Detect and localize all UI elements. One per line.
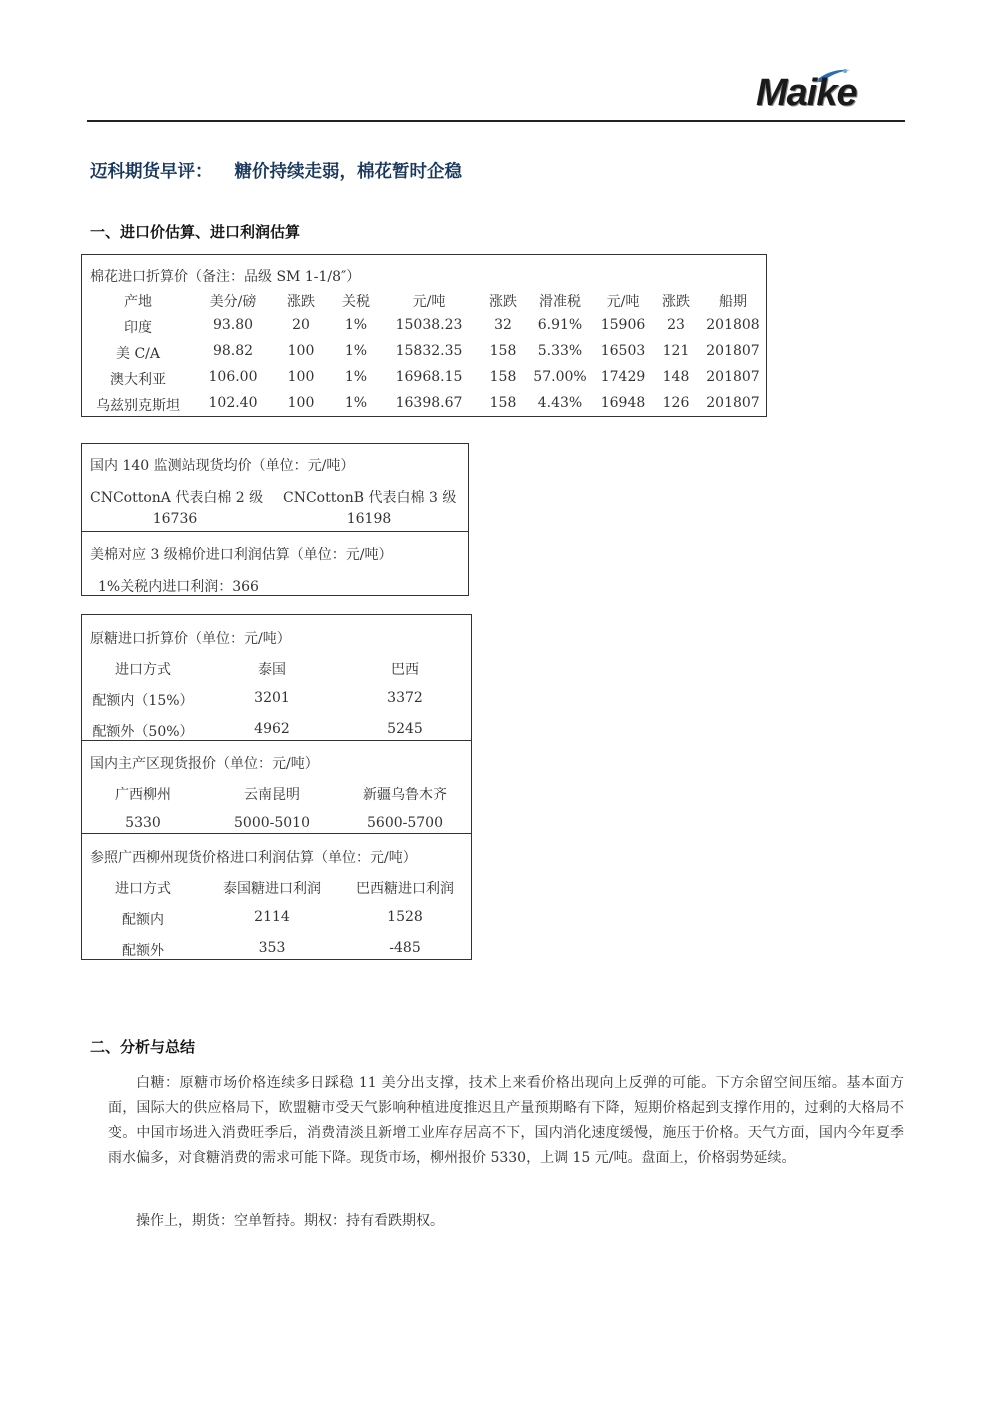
table-cell: 20 [292,317,310,333]
table-cell: 201808 [706,317,760,333]
table-cell: 5000-5010 [234,815,310,831]
cotton-profit-text: 1%关税内进口利润：366 [98,579,259,595]
table-cell: 16503 [600,343,646,359]
table-header-cell: 元/吨 [606,294,640,310]
section-2-heading: 二、分析与总结 [90,1038,196,1056]
table-cell: 158 [489,369,517,385]
table-cell: 3201 [254,690,290,706]
divider [82,833,471,834]
table-header-cell: 涨跌 [662,294,690,310]
table-header-cell: 关税 [342,294,370,310]
table-cell: 3372 [387,690,423,706]
table-cell: 201807 [706,395,760,411]
table-cell: 美 C/A [116,346,160,362]
cncotton-a-value: 16736 [152,511,198,527]
table-cell: 印度 [124,320,152,336]
table-cell: 57.00% [533,369,587,385]
table-cell: 102.40 [208,395,258,411]
table-cell: 4962 [254,721,290,737]
table-cell: 15906 [600,317,646,333]
table-cell: 158 [489,395,517,411]
table-cell: 15832.35 [395,343,463,359]
table-header-cell: 涨跌 [489,294,517,310]
table-header-cell: 进口方式 [115,662,171,678]
table-cell: 乌兹别克斯坦 [96,398,180,414]
table-cell: 32 [494,317,512,333]
table-cell: 148 [662,369,690,385]
table-cell: 广西柳州 [115,787,171,803]
table-cell: 100 [287,369,315,385]
table-cell: 16968.15 [395,369,463,385]
cncotton-b-label: CNCottonB 代表白棉 3 级 [283,490,457,506]
maike-logo [750,66,895,120]
table-cell: 201807 [706,343,760,359]
table-cell: 配额外 [122,943,164,959]
table-header-cell: 产地 [124,294,152,310]
operation-paragraph: 操作上，期货：空单暂持。期权：持有看跌期权。 [136,1213,444,1229]
table-header-cell: 泰国糖进口利润 [223,881,321,897]
table-cell: 16948 [600,395,646,411]
table-header-cell: 进口方式 [115,881,171,897]
table-cell: 配额外（50%） [92,724,194,740]
table-cell: 158 [489,343,517,359]
table-cell: 5.33% [537,343,583,359]
sugar-profit-caption: 参照广西柳州现货价格进口利润估算（单位：元/吨） [90,850,417,866]
table-cell: 配额内（15%） [92,693,194,709]
sugar-box [81,614,472,960]
logo-text: Maike [756,72,857,114]
table-cell: 1% [344,317,368,333]
table-cell: 23 [667,317,685,333]
table-cell: -485 [389,940,421,956]
table-header-cell: 巴西 [391,662,419,678]
table-cell: 配额内 [122,912,164,928]
table-cell: 云南昆明 [244,787,300,803]
table-header-cell: 船期 [719,294,747,310]
table-cell: 100 [287,343,315,359]
table-cell: 106.00 [208,369,258,385]
table-cell: 6.91% [537,317,583,333]
table-cell: 1% [344,395,368,411]
table-cell: 5600-5700 [367,815,443,831]
title-left: 迈科期货早评： [90,162,213,182]
header-rule [87,120,905,122]
cotton-profit-caption: 美棉对应 3 级棉价进口利润估算（单位：元/吨） [90,547,393,563]
cncotton-b-value: 16198 [346,511,392,527]
table-header-cell: 美分/磅 [209,294,257,310]
table-cell: 2114 [254,909,290,925]
sugar-domestic-caption: 国内主产区现货报价（单位：元/吨） [90,756,319,772]
table-cell: 126 [662,395,690,411]
table-header-cell: 泰国 [258,662,286,678]
table-cell: 17429 [600,369,646,385]
table-header-cell: 元/吨 [412,294,446,310]
section-1-heading: 一、进口价估算、进口利润估算 [90,223,301,241]
cotton-domestic-box [81,443,469,596]
table-cell: 1528 [387,909,423,925]
table-cell: 16398.67 [395,395,463,411]
table-cell: 98.82 [212,343,254,359]
divider [82,740,471,741]
table-cell: 100 [287,395,315,411]
cotton-domestic-caption: 国内 140 监测站现货均价（单位：元/吨） [90,458,355,474]
divider [82,531,468,532]
sugar-import-caption: 原糖进口折算价（单位：元/吨） [90,631,291,647]
table-cell: 15038.23 [395,317,463,333]
table-cell: 1% [344,369,368,385]
table-cell: 新疆乌鲁木齐 [363,787,447,803]
table-cell: 353 [258,940,286,956]
table-cell: 1% [344,343,368,359]
table-header-cell: 滑准税 [539,294,581,310]
table-cell: 201807 [706,369,760,385]
table-header-cell: 巴西糖进口利润 [356,881,454,897]
cncotton-a-label: CNCottonA 代表白棉 2 级 [90,490,264,506]
table-cell: 4.43% [537,395,583,411]
title-right: 糖价持续走弱，棉花暂时企稳 [234,162,462,182]
cotton-import-caption: 棉花进口折算价（备注：品级 SM 1-1/8″） [90,269,361,285]
analysis-paragraph: 白糖：原糖市场价格连续多日踩稳 11 美分出支撑，技术上来看价格出现向上反弹的可能。下方余留空间压缩。基本面方面，国际大的供应格局下，欧盟糖市受天气影响种植进度推迟且产量预期略有下降，短期价格起到支撑作用的，过剩的大格局不变。中国市场进入消费旺季后，消费清淡且新增工业库存居高不下，国内消化速度缓慢，施压于价格。天气方面，国内今年夏季雨水偏多，对食糖消费的需求可能下降。现货市场，柳州报价 5330，上调 15 元/吨。盘面上，价格弱势延续。 [108,1075,904,1166]
table-cell: 5330 [125,815,161,831]
table-cell: 5245 [387,721,423,737]
table-cell: 93.80 [212,317,254,333]
table-cell: 澳大利亚 [110,372,166,388]
table-cell: 121 [662,343,690,359]
cotton-import-table [81,254,767,417]
page-title [90,158,462,183]
table-header-cell: 涨跌 [287,294,315,310]
